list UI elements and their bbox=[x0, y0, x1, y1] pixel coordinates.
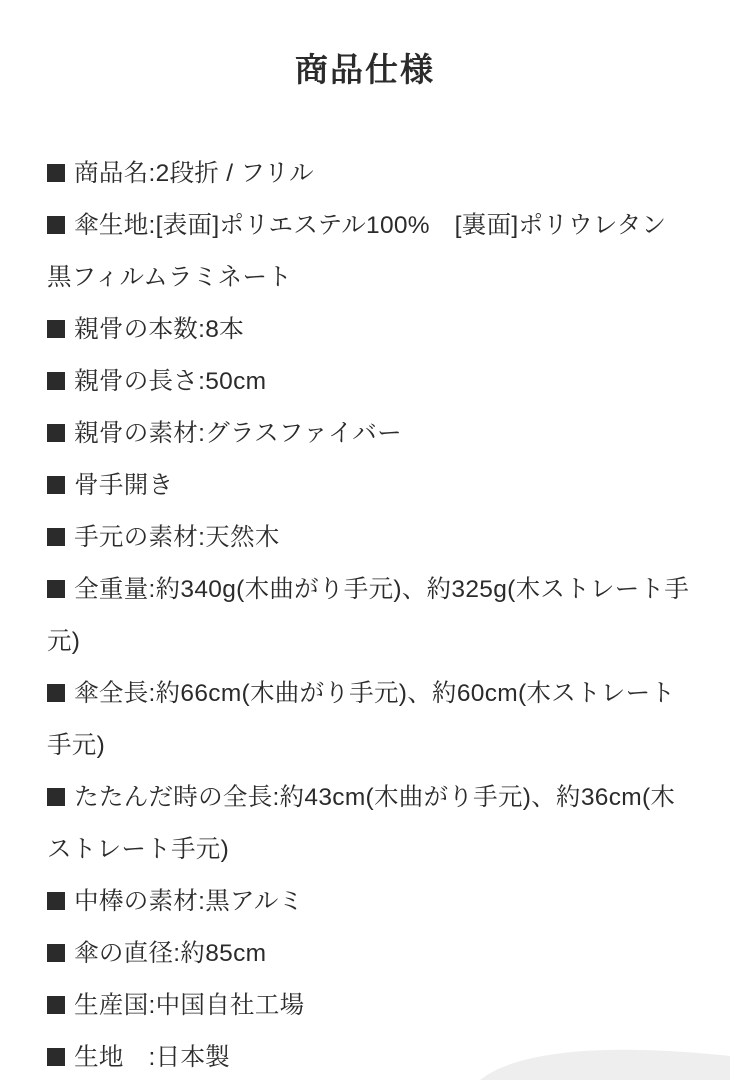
spec-text: 生産国:中国自社工場 bbox=[74, 992, 305, 1019]
spec-text: たたんだ時の全長:約43cm(木曲がり手元)、約36cm(木ストレート手元) bbox=[47, 784, 676, 863]
spec-text: 全重量:約340g(木曲がり手元)、約325g(木ストレート手元) bbox=[47, 576, 690, 655]
black-square-marker bbox=[47, 320, 65, 338]
list-item bbox=[47, 928, 690, 980]
list-item bbox=[47, 356, 690, 408]
spec-text: 中棒の素材:黒アルミ bbox=[74, 888, 304, 915]
list-item bbox=[47, 148, 690, 200]
spec-text: 傘全長:約66cm(木曲がり手元)、約60cm(木ストレート手元) bbox=[47, 680, 676, 759]
black-square-marker bbox=[47, 424, 65, 442]
spec-text: 傘の直径:約85cm bbox=[74, 940, 267, 967]
list-item bbox=[47, 460, 690, 512]
black-square-marker bbox=[47, 580, 65, 598]
black-square-marker bbox=[47, 944, 65, 962]
spec-text: 傘生地:[表面]ポリエステル100% [裏面]ポリウレタン黒フィルムラミネート bbox=[47, 212, 667, 291]
spec-list bbox=[47, 148, 690, 1084]
black-square-marker bbox=[47, 372, 65, 390]
list-item bbox=[47, 304, 690, 356]
spec-text: 商品名:2段折 / フリル bbox=[74, 160, 314, 187]
list-item bbox=[47, 980, 690, 1032]
black-square-marker bbox=[47, 996, 65, 1014]
spec-text: 親骨の本数:8本 bbox=[74, 316, 244, 343]
page-title: 商品仕様 bbox=[295, 51, 435, 88]
black-square-marker bbox=[47, 476, 65, 494]
list-item bbox=[47, 200, 690, 304]
spec-text: 親骨の長さ:50cm bbox=[74, 368, 267, 395]
black-square-marker bbox=[47, 528, 65, 546]
list-item bbox=[47, 876, 690, 928]
spec-text: 骨手開き bbox=[74, 472, 174, 499]
black-square-marker bbox=[47, 892, 65, 910]
list-item bbox=[47, 772, 690, 876]
black-square-marker bbox=[47, 164, 65, 182]
list-item bbox=[47, 668, 690, 772]
spec-text: 手元の素材:天然木 bbox=[74, 524, 280, 551]
black-square-marker bbox=[47, 788, 65, 806]
spec-text: 生地 :日本製 bbox=[74, 1044, 231, 1071]
black-square-marker bbox=[47, 216, 65, 234]
list-item bbox=[47, 1032, 690, 1084]
list-item bbox=[47, 564, 690, 668]
list-item bbox=[47, 408, 690, 460]
list-item bbox=[47, 512, 690, 564]
spec-text: 親骨の素材:グラスファイバー bbox=[74, 420, 402, 447]
black-square-marker bbox=[47, 1048, 65, 1066]
black-square-marker bbox=[47, 684, 65, 702]
